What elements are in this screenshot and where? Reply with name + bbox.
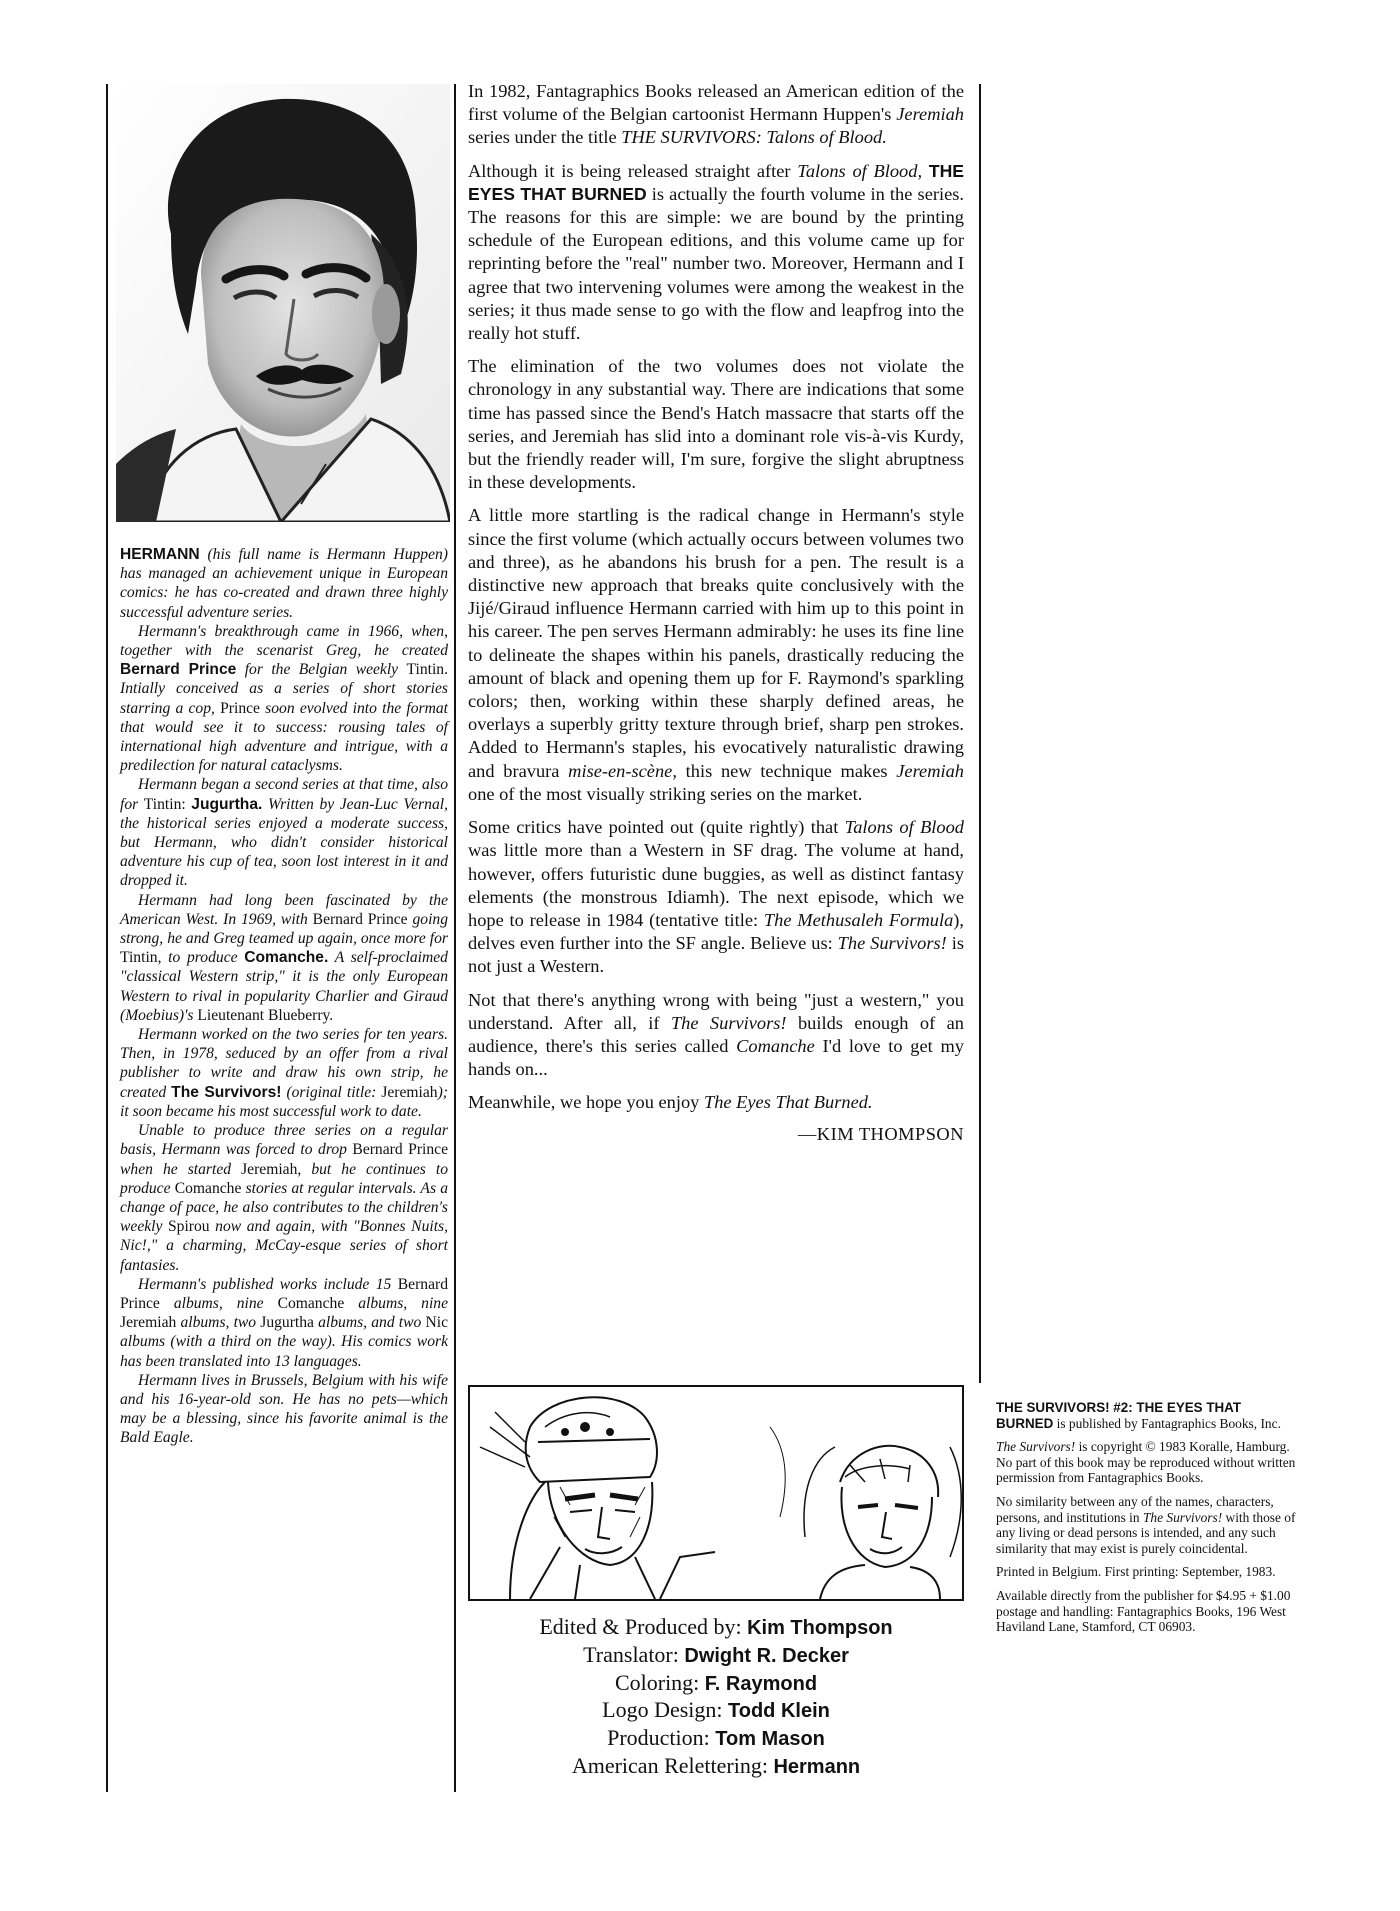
- bio-text: Written by Jean-Luc Vernal, the historical series enjoyed a moderate success, but Hermann, who didn't consider historical adventure his cup of tea, soon lost interest in it and dropped it.: [120, 795, 448, 890]
- bio-paragraph: [120, 1121, 448, 1275]
- credit-name: Kim Thompson: [747, 1617, 893, 1639]
- bio-paragraph: [120, 891, 448, 1025]
- article-paragraph: [468, 80, 964, 150]
- bio-roman-title: Tintin,: [120, 949, 162, 967]
- credit-name: F. Raymond: [704, 1672, 818, 1695]
- bio-text: albums, two: [176, 1314, 261, 1332]
- bio-roman-title: Bernard Prince: [120, 1275, 448, 1312]
- bio-bold-title: Jugurtha.: [191, 795, 263, 813]
- article-italic-title: Jeremiah: [896, 760, 964, 781]
- bio-text: now and again, with "Bonnes Nuits, Nic!," a charming, McCay-esque series of short fantasies.: [120, 1218, 448, 1274]
- bio-roman-title: Jeremiah,: [241, 1160, 302, 1178]
- article-italic-title: The Methusaleh Formula: [763, 909, 954, 930]
- credit-line: [468, 1753, 964, 1781]
- middle-column-rule: [454, 84, 456, 1792]
- indicia-title: THE SURVIVORS! #2: THE EYES THAT BURNED: [996, 1400, 1242, 1431]
- bio-text: A self-proclaimed "classical Western strip," it is the only European Western to rival in popularity Charlier and Giraud (Moebius)'s: [120, 949, 448, 1024]
- credit-line: [468, 1697, 964, 1725]
- indicia-italic-title: The Survivors!: [996, 1439, 1076, 1455]
- article-text: was little more than a Western in SF drag. The volume at hand, however, offers futuristic dune buggies, as well as distinct fantasy elements (the monstrous Idiamh). The next episode, which we hope to release in 1984 (tentative title:: [468, 840, 964, 930]
- credit-name: Hermann: [773, 1755, 861, 1778]
- article-text: is actually the fourth volume in the series. The reasons for this are simple: we are bound by the printing schedule of the European editions, and this volume came up for reprinting before the "real" number two. Moreover, Hermann and I agree that two intervening volumes were among the weakest in the series; it thus made sense to go with the flow and leapfrog into the really hot stuff.: [468, 183, 965, 344]
- bio-text: stories at regular intervals. As a change of pace, he also contributes to the children's weekly: [120, 1179, 449, 1236]
- indicia-paragraph: [996, 1564, 1296, 1580]
- article-text: builds enough of an audience, there's this series called: [468, 1012, 964, 1056]
- bio-text: albums (with a third on the way). His comics work has been translated into 13 languages.: [120, 1333, 448, 1370]
- bio-text: soon evolved into the format that would see it to success: rousing tales of international high adventure and intrigue, with a predilection for natural cataclysms.: [120, 699, 449, 775]
- article-text: I'd love to get my hands on...: [468, 1035, 964, 1080]
- article-italic-title: Jeremiah: [896, 104, 964, 125]
- bio-text: (his full name is Hermann Huppen) has managed an achievement unique in European comics: he has co-created and drawn three highly successful adventure series.: [120, 546, 448, 621]
- article-paragraph: [468, 160, 964, 346]
- article-paragraph: [468, 504, 964, 806]
- bio-text: Hermann's breakthrough came in 1966, when, together with the scenarist Greg, he created: [120, 622, 448, 660]
- bio-text: (original title:: [281, 1083, 382, 1101]
- article-text: one of the most visually striking series on the market.: [468, 783, 863, 804]
- bio-roman-title: Nic: [425, 1314, 448, 1332]
- article-paragraph: [468, 1091, 964, 1114]
- bio-paragraph: [120, 1025, 448, 1121]
- bio-paragraph: [120, 1275, 448, 1371]
- article-text: Some critics have pointed out (quite rightly) that: [468, 817, 845, 838]
- bio-roman-title: Bernard Prince: [312, 910, 408, 928]
- credit-name: Tom Mason: [715, 1728, 825, 1751]
- article-italic-title: THE SURVIVORS: Talons of Blood.: [621, 127, 887, 148]
- article-text: Meanwhile, we hope you enjoy: [468, 1092, 704, 1113]
- bio-text: Hermann had long been fascinated by the American West. In 1969, with: [120, 891, 448, 928]
- credit-role: Logo Design:: [602, 1697, 729, 1723]
- author-biography: [120, 545, 448, 1448]
- bio-roman-title: Jeremiah: [381, 1083, 438, 1101]
- bio-text: albums, and two: [313, 1314, 426, 1332]
- indicia-text: Available directly from the publisher for $4.95 + $1.00 postage and handling: Fantagraphics Books, 196 West Haviland Lane, Stamford, CT 06903.: [996, 1587, 1291, 1635]
- article-italic-term: mise-en-scène,: [568, 760, 677, 781]
- bio-author-name: HERMANN: [120, 546, 200, 563]
- article-signature: —KIM THOMPSON: [797, 1123, 964, 1144]
- bio-text: Hermann worked on the two series for ten years. Then, in 1978, seduced by an offer from a rival publisher to write and draw his own strip, he created: [120, 1026, 448, 1101]
- bio-roman-title: Comanche: [174, 1179, 242, 1197]
- article-text: is not just a Western.: [468, 933, 964, 977]
- bio-paragraph: [120, 545, 448, 622]
- indicia-text: No similarity between any of the names, characters, persons, and institutions in: [996, 1493, 1274, 1525]
- bio-bold-title: Comanche.: [244, 949, 329, 967]
- article-text: The elimination of the two volumes does not violate the chronology in any substantial way. There are indications that some time has passed since the Bend's Hatch massacre that starts off the series, and Jeremiah has slid into a dominant role vis-à-vis Kurdy, but the friendly reader will, I'm sure, forgive the slight abruptness in these developments.: [468, 356, 964, 493]
- bio-paragraph: [120, 1371, 448, 1448]
- bio-roman-title: Comanche: [277, 1294, 345, 1312]
- bio-text: albums, nine: [159, 1294, 278, 1312]
- bio-text: Unable to produce three series on a regular basis, Hermann was forced to drop: [120, 1122, 448, 1159]
- bio-text: Hermann began a second series at that time, also for: [120, 776, 448, 813]
- bio-text: Hermann's published works include 15: [138, 1275, 398, 1293]
- article-italic-title: The Eyes That Burned.: [703, 1092, 873, 1113]
- bio-roman-title: Tintin.: [406, 661, 448, 679]
- article-italic-title: Comanche: [736, 1035, 815, 1056]
- bio-paragraph: [120, 775, 448, 890]
- bio-roman-title: Prince: [220, 699, 260, 717]
- indicia-text: Printed in Belgium. First printing: September, 1983.: [996, 1564, 1276, 1580]
- bio-text: for the Belgian weekly: [236, 661, 407, 679]
- indicia-paragraph: [996, 1400, 1296, 1431]
- credit-line: [468, 1614, 964, 1642]
- bio-roman-title: Tintin:: [143, 795, 186, 813]
- bio-roman-title: Jugurtha: [260, 1314, 314, 1332]
- article-text: Although it is being released straight after: [468, 160, 798, 181]
- credits-block: [468, 1614, 964, 1781]
- article-text: Not that there's anything wrong with being "just a western," you understand. After all, if: [468, 989, 964, 1033]
- article-italic-title: The Survivors!: [670, 1012, 787, 1033]
- bio-paragraph: [120, 622, 448, 776]
- indicia-paragraph: [996, 1439, 1296, 1486]
- indicia-text: is published by Fantagraphics Books, Inc.: [1053, 1415, 1281, 1431]
- credit-line: [468, 1670, 964, 1698]
- editorial-article: [468, 80, 964, 1156]
- credit-role: American Relettering:: [571, 1752, 774, 1778]
- credit-role: Coloring:: [614, 1669, 705, 1695]
- article-text: In 1982, Fantagraphics Books released an American edition of the first volume of the Belgian cartoonist Hermann Huppen's: [468, 81, 964, 125]
- bio-roman-title: Spirou: [168, 1218, 210, 1236]
- indicia-paragraph: [996, 1588, 1296, 1635]
- article-paragraph: [468, 816, 964, 978]
- bio-text: Hermann lives in Brussels, Belgium with his wife and his 16-year-old son. He has no pets—which may be a blessing, since his favorite animal is the Bald Eagle.: [120, 1371, 448, 1447]
- article-text: this new technique makes: [676, 760, 897, 781]
- bio-text: when he started: [120, 1160, 242, 1178]
- author-photo: [116, 84, 450, 522]
- article-paragraph: [468, 989, 964, 1082]
- bio-text: ); it soon became his most successful work to date.: [120, 1083, 448, 1120]
- credit-role: Production:: [607, 1725, 716, 1751]
- article-italic-title: The Survivors!: [837, 933, 947, 954]
- indicia-italic-title: The Survivors!: [1142, 1509, 1223, 1525]
- indicia-text: with those of any living or dead persons is intended, and any such similarity that may exist is purely coincidental.: [996, 1509, 1296, 1556]
- bio-roman-title: Jeremiah: [120, 1314, 177, 1332]
- credit-name: Todd Klein: [728, 1700, 830, 1723]
- left-column-rule: [106, 84, 108, 1792]
- credit-role: Translator:: [583, 1641, 685, 1667]
- bio-roman-title: Bernard Prince: [352, 1141, 448, 1159]
- bio-text: Intially conceived as a series of short stories starring a cop,: [120, 680, 448, 717]
- article-text: A little more startling is the radical change in Hermann's style since the first volume (which actually occurs between volumes two and three), as he abandons his brush for a pen. The result is a distinctive new approach that breaks quite conclusively with the Jijé/Giraud influence Hermann carried with him up to this point in his career. The pen serves Hermann admirably: he uses its fine line to delineate the shapes within his panels, drastically reducing the amount of black and opening them up for F. Raymond's sparkling colors; then, working within these sharply defined areas, he overlays a superbly gritty texture through brief, sharp pen strokes. Added to Hermann's staples, his evocatively naturalistic drawing and bravura: [468, 505, 964, 781]
- credit-role: Edited & Produced by:: [539, 1614, 748, 1639]
- credit-line: [468, 1642, 964, 1670]
- bio-bold-title: The Survivors!: [171, 1083, 282, 1101]
- article-text: series under the title: [468, 127, 622, 148]
- indicia-text: is copyright © 1983 Koralle, Hamburg. No part of this book may be reproduced without written permission from Fantagraphics Books.: [996, 1439, 1296, 1486]
- article-bold-title: THE EYES THAT BURNED: [468, 160, 965, 204]
- bio-bold-title: Bernard Prince: [120, 661, 237, 679]
- article-text: ), delves even further into the SF angle. Believe us:: [468, 909, 965, 954]
- publication-indicia: [996, 1400, 1296, 1643]
- article-italic-title: Talons of Blood: [844, 817, 965, 838]
- bio-text: going strong, he and Greg teamed up again, once more for: [120, 910, 448, 948]
- article-paragraph: [468, 355, 964, 494]
- comic-art-panel: [468, 1385, 964, 1601]
- bio-roman-title: Lieutenant Blueberry.: [197, 1006, 334, 1024]
- credit-name: Dwight R. Decker: [684, 1644, 849, 1667]
- indicia-paragraph: [996, 1494, 1296, 1556]
- credit-line: [468, 1725, 964, 1753]
- article-italic-title: Talons of Blood,: [797, 160, 923, 181]
- bio-text: albums, nine: [344, 1294, 448, 1312]
- bio-text: but he continues to produce: [120, 1160, 448, 1197]
- bio-text: to produce: [161, 949, 245, 967]
- right-column-rule: [979, 84, 981, 1383]
